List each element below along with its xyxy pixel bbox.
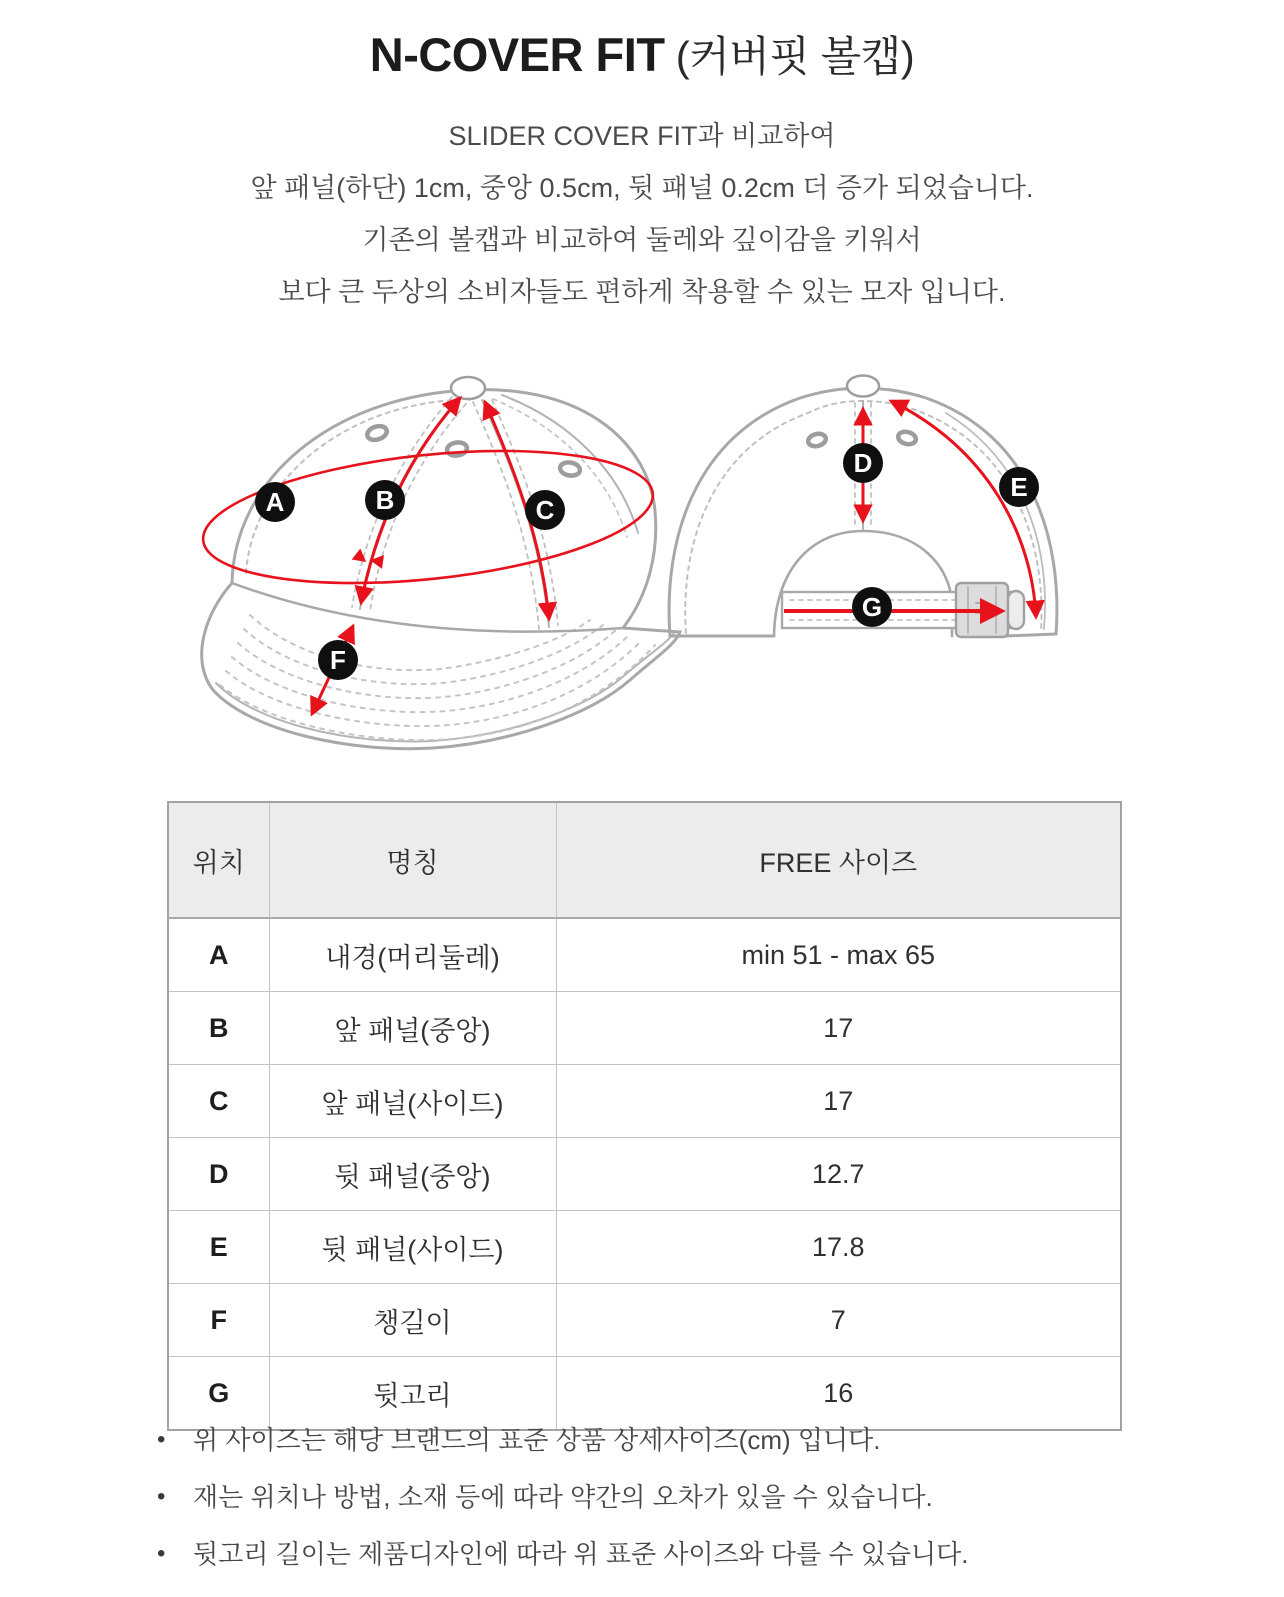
page-title-sub: (커버핏 볼캡) <box>664 33 915 80</box>
page-title <box>0 24 1284 84</box>
svg-text:F: F <box>330 645 346 675</box>
table-row <box>168 1211 1121 1284</box>
size-table <box>167 801 1122 1431</box>
row-position: C <box>168 1065 269 1138</box>
footnote-item <box>157 1425 1157 1455</box>
row-value: min 51 - max 65 <box>556 918 1121 992</box>
table-row <box>168 1357 1121 1431</box>
cap-measurement-diagram <box>150 345 1140 775</box>
measurement-label-f <box>318 640 358 680</box>
row-value: 17.8 <box>556 1211 1121 1284</box>
footnote-item <box>157 1539 1157 1569</box>
row-value: 7 <box>556 1284 1121 1357</box>
svg-text:E: E <box>1010 472 1028 502</box>
row-position: B <box>168 992 269 1065</box>
bullet-icon: • <box>157 1426 166 1453</box>
row-value: 17 <box>556 992 1121 1065</box>
description-line: SLIDER COVER FIT과 비교하여 <box>448 121 836 151</box>
bullet-icon: • <box>157 1483 166 1510</box>
svg-text:C: C <box>535 495 555 525</box>
row-position: G <box>168 1357 269 1431</box>
row-name: 내경(머리둘레) <box>269 918 556 992</box>
row-value: 16 <box>556 1357 1121 1431</box>
row-position: E <box>168 1211 269 1284</box>
column-header-name: 명칭 <box>269 802 556 918</box>
row-value: 17 <box>556 1065 1121 1138</box>
row-position: F <box>168 1284 269 1357</box>
row-value: 12.7 <box>556 1138 1121 1211</box>
row-position: D <box>168 1138 269 1211</box>
table-row <box>168 1138 1121 1211</box>
footnotes <box>157 1425 1157 1596</box>
strap-ring <box>1008 591 1024 629</box>
page-title-main: N-COVER FIT <box>369 28 665 81</box>
footnote-text: 위 사이즈는 해당 브랜드의 표준 상품 상세사이즈(cm) 입니다. <box>193 1425 881 1455</box>
cap-side-view-arrows <box>197 398 659 714</box>
row-name: 앞 패널(사이드) <box>269 1065 556 1138</box>
row-name: 앞 패널(중앙) <box>269 992 556 1065</box>
measurement-label-b <box>365 480 405 520</box>
footnote-text: 뒷고리 길이는 제품디자인에 따라 위 표준 사이즈와 다를 수 있습니다. <box>193 1539 969 1569</box>
measurement-label-e <box>999 467 1039 507</box>
description-line: 보다 큰 두상의 소비자들도 편하게 착용할 수 있는 모자 입니다. <box>278 277 1006 307</box>
svg-text:D: D <box>853 448 873 478</box>
svg-text:G: G <box>861 592 883 622</box>
row-name: 뒷고리 <box>269 1357 556 1431</box>
bullet-icon: • <box>157 1540 166 1567</box>
size-table-header-row <box>168 802 1121 918</box>
column-header-position: 위치 <box>168 802 269 918</box>
table-row <box>168 1284 1121 1357</box>
row-name: 챙길이 <box>269 1284 556 1357</box>
measurement-label-g <box>852 587 892 627</box>
description-line: 앞 패널(하단) 1cm, 중앙 0.5cm, 뒷 패널 0.2cm 더 증가 되었습니다. <box>250 173 1034 203</box>
row-position: A <box>168 918 269 992</box>
description-line: 기존의 볼캡과 비교하여 둘레와 깊이감을 키워서 <box>362 225 922 255</box>
table-row <box>168 992 1121 1065</box>
measurement-label-c <box>525 490 565 530</box>
row-name: 뒷 패널(사이드) <box>269 1211 556 1284</box>
table-row <box>168 918 1121 992</box>
svg-text:A: A <box>265 487 285 517</box>
table-row <box>168 1065 1121 1138</box>
footnote-item <box>157 1482 1157 1512</box>
cap-side-view-drawing <box>202 377 680 749</box>
row-name: 뒷 패널(중앙) <box>269 1138 556 1211</box>
footnote-text: 재는 위치나 방법, 소재 등에 따라 약간의 오차가 있을 수 있습니다. <box>193 1482 933 1512</box>
measurement-label-a <box>255 482 295 522</box>
measurement-label-d <box>843 443 883 483</box>
svg-text:B: B <box>375 485 395 515</box>
column-header-free-size: FREE 사이즈 <box>556 802 1121 918</box>
product-description <box>0 110 1284 318</box>
